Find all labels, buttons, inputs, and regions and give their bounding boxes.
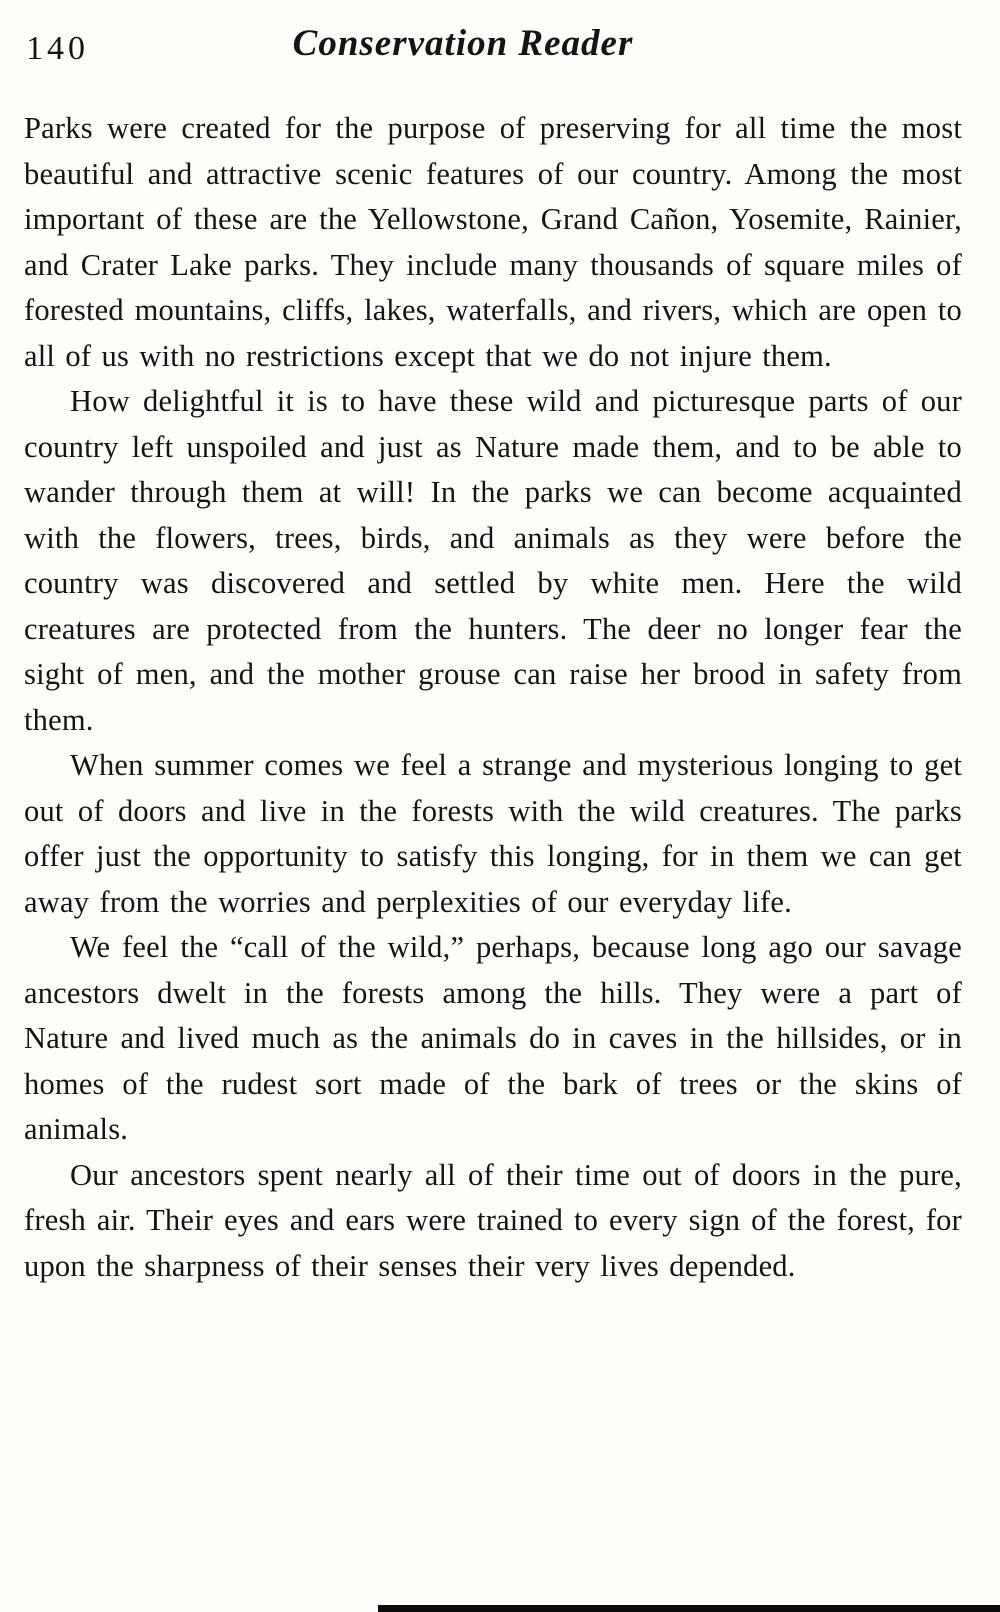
- page-number: 140: [26, 30, 89, 67]
- scan-edge-artifact: [378, 1605, 1000, 1612]
- paragraph: We feel the “call of the wild,” perhaps, because long ago our savage ancestors dwelt in the forests among the hills. They were a part of Nature and lived much as the animals do in caves in the hillsides, or in homes of the rudest sort made of the bark of trees or the skins of animals.: [24, 930, 962, 1146]
- page-header: [24, 22, 962, 80]
- paragraph: How delightful it is to have these wild and picturesque parts of our country left unspoiled and just as Nature made them, and to be able to wander through them at will! In the parks we can become acquainted with the flowers, trees, birds, and animals as they were before the country was discovered and settled by white men. Here the wild creatures are protected from the hunters. The deer no longer fear the sight of men, and the mother grouse can raise her brood in safety from them.: [24, 384, 962, 737]
- paragraph: Parks were created for the purpose of preserving for all time the most beautiful and attractive scenic features of our country. Among the most important of these are the Yellowstone, Grand Cañon, Yosemite, Rainier, and Crater Lake parks. They include many thousands of square miles of forested mountains, cliffs, lakes, waterfalls, and rivers, which are open to all of us with no restrictions except that we do not injure them.: [24, 111, 962, 373]
- paragraph: Our ancestors spent nearly all of their time out of doors in the pure, fresh air. Their eyes and ears were trained to every sign of the forest, for upon the sharpness of their senses their very lives depended.: [24, 1157, 962, 1283]
- page-body: [24, 106, 962, 1289]
- paragraph: When summer comes we feel a strange and mysterious longing to get out of doors and live in the forests with the wild creatures. The parks offer just the opportunity to satisfy this longing, for in them we can get away from the worries and perplexities of our everyday life.: [24, 748, 962, 919]
- running-title: Conservation Reader: [292, 23, 634, 64]
